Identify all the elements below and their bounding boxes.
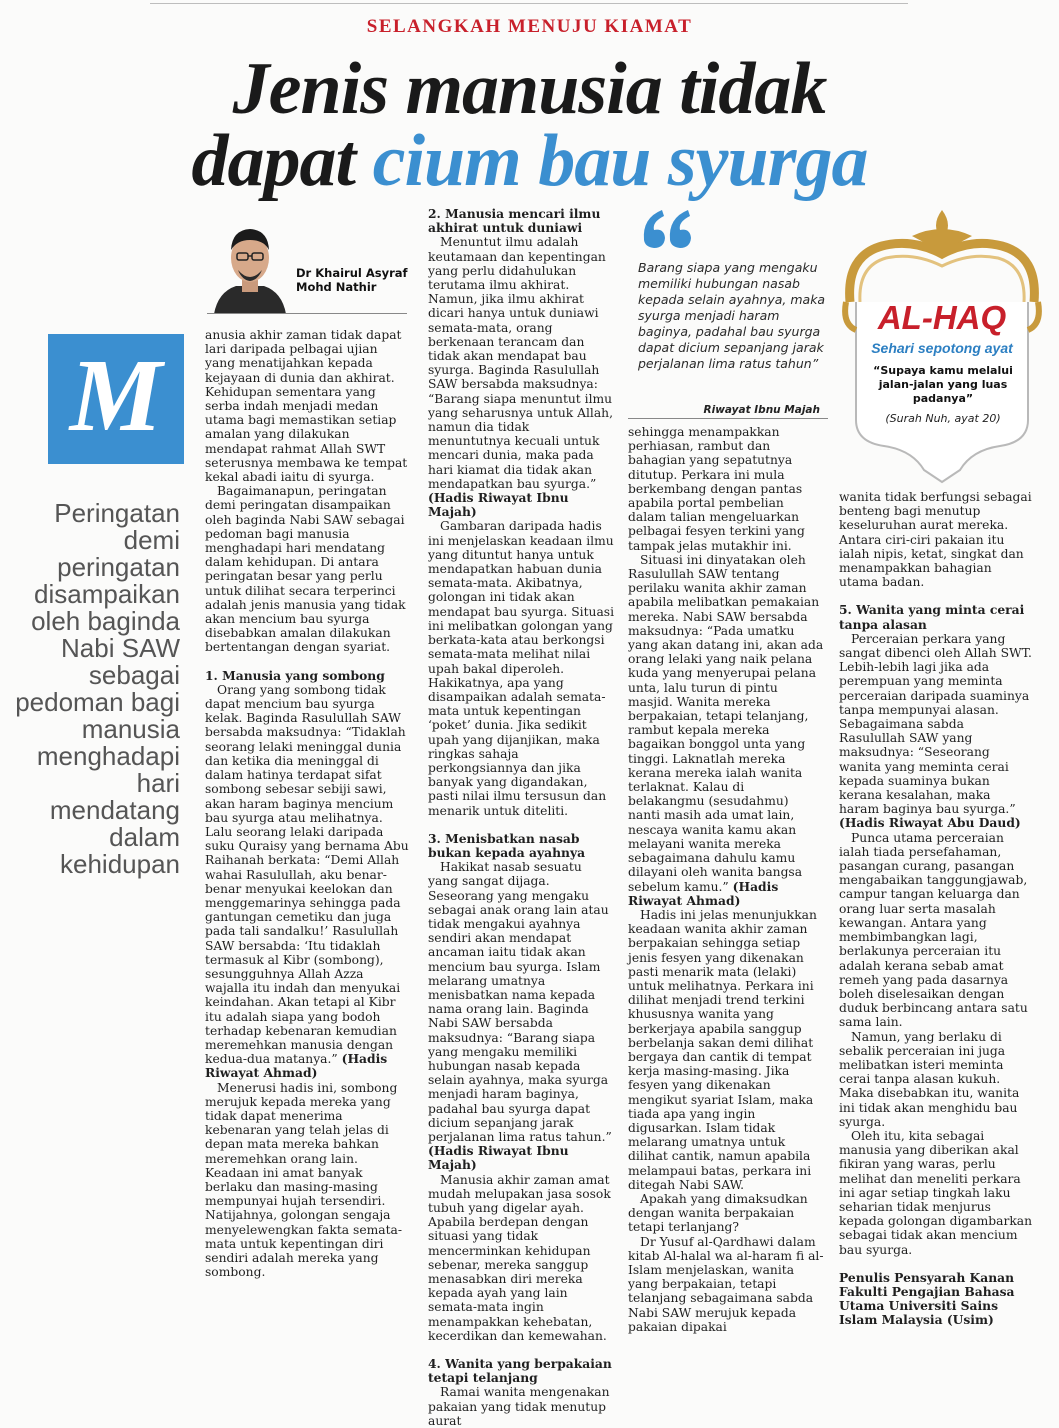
col2-paragraph: Manusia akhir zaman amat mudah melupakan jasa sosok tubuh yang digelar ayah. Apabila berdepan dengan situasi yang tidak mencerminkan kehidupan sebenar, mereka sanggup menasabkan diri mereka kepada ayah yang lain semata-mata ingin menampakkan kehebatan, kecerdikan dan kemewahan. <box>428 1172 611 1343</box>
col3-paragraph <box>628 553 824 908</box>
col3-paragraph: Hadis ini jelas menunjukkan keadaan wanita akhir zaman berpakaian sehingga setiap jenis fesyen yang dikenakan pasti menarik mata (lelaki) untuk melihatnya. Perkara ini dilihat menjadi trend terkini khususnya wanita yang berkerjaya apabila sanggup berbelanja sakan demi dilihat bergaya dan cantik di tempat kerja masing-masing. Jika fesyen yang dikenakan mengikut syariat Islam, maka tiada apa yang ingin digusarkan. Islam tidak melarang umatnya untuk dilihat cantik, namun apabila melampaui batas, perkara ini ditegah Nabi SAW. <box>628 907 817 1192</box>
headline-blue-part: cium bau syurga <box>372 120 868 202</box>
col1-quote-text: Orang yang sombong tidak dapat mencium bau syurga kelak. Baginda Rasulullah SAW bersabda maksudnya: “Tidaklah seorang lelaki meninggal dunia dan ketika dia meninggal di dalam hatinya terdapat sifat sombong sebesar sebiji sawi, akan haram baginya mencium bau syurga atau melihatnya. Lalu seorang lelaki daripada suku Quraisy yang bernama Abu Raihanah berkata: “Demi Allah wahai Rasulullah, aku benar-benar menyukai keelokan dan menggemarinya sehingga pada gantungan cemetiku dan juga pada tali sandalku!’ Rasulullah SAW bersabda: ‘Itu tidaklah termasuk al Kibr (sombong), sesungguhnya Allah Azza wajalla itu indah dan menyukai keindahan. Akan tetapi al Kibr itu adalah siapa yang bodoh terhadap kebenaran kemudian meremehkan manusia dengan kedua-dua matanya.” <box>205 682 409 1067</box>
badge-subtitle: Sehari sepotong ayat <box>871 340 1013 356</box>
col2-quote-text: Menuntut ilmu adalah keutamaan dan kepentingan yang perlu didahulukan terutama ilmu akhirat. Namun, jika ilmu akhirat dicari hanya untuk duniawi semata-mata, orang berkenaan terancam dan tidak akan mendapat bau syurga. Baginda Rasulullah SAW bersabda maksudnya: “Barang siapa menuntut ilmu yang seharusnya untuk Allah, namun dia tidak menuntutnya kecuali untuk mencari dunia, maka pada hari kiamat dia tidak akan mendapatkan bau syurga.” <box>428 235 613 491</box>
featured-quote-source: Riwayat Ibnu Majah <box>703 404 820 416</box>
col4-paragraph: Oleh itu, kita sebagai manusia yang diberikan akal fikiran yang waras, perlu melihat dan meneliti perkara ini agar setiap tingkah laku seharian tidak menjurus kepada golongan digambarkan sebagai tidak akan mencium bau syurga. <box>839 1128 1033 1257</box>
headline-line-1: Jenis manusia tidak <box>232 48 827 130</box>
quote-divider <box>628 418 828 419</box>
col1-paragraph: anusia akhir zaman tidak dapat lari daripada pelbagai ujian yang menatijahkan kepada kejayaan di dunia dan akhirat. Kehidupan sementara yang serba indah menjadi medan utama bagi memastikan setiap amalan yang dilakukan mendapat rahmat Allah SWT seterusnya membawa ke tempat kekal abadi iaitu di syurga. <box>205 328 408 485</box>
col2-hadith-ref: (Hadis Riwayat Ibnu Majah) <box>428 490 569 520</box>
badge-verse: “Supaya kamu melalui jalan-jalan yang luas padanya” <box>873 364 1013 405</box>
col2-paragraph: Ramai wanita mengenakan pakaian yang tidak menutup aurat <box>428 1385 610 1428</box>
col4-quote-text: Perceraian perkara yang sangat dibenci oleh Allah SWT. Lebih-lebih lagi jika ada perempuan yang meminta perceraian daripada suaminya tanpa mempunyai alasan. Sebagaimana sabda Rasulullah SAW yang maksudnya: “Seseorang wanita yang meminta cerai kepada suaminya bukan kerana kesalahan, maka haram baginya bau syurga.” <box>839 631 1032 817</box>
col3-paragraph: Apakah yang dimaksudkan dengan wanita berpakaian tetapi terlanjang? <box>628 1191 808 1235</box>
drop-cap: M <box>48 334 184 464</box>
column-4 <box>839 490 1033 1328</box>
column-2 <box>428 207 614 1428</box>
col1-paragraph <box>205 683 411 1081</box>
author-name <box>296 266 408 294</box>
badge-reference: (Surah Nuh, ayat 20) <box>885 412 1001 425</box>
col4-subheading-5: 5. Wanita yang minta cerai tanpa alasan <box>839 602 1025 632</box>
column-1 <box>205 328 411 1279</box>
col1-paragraph: Menerusi hadis ini, sombong merujuk kepada mereka yang tidak dapat menerima kebenaran yang telah jelas di depan mata mereka bahkan meremehkan orang lain. Keadaan ini amat banyak berlaku dan masing-masing mempunyai hujah tersendiri. Natijahnya, golongan sengaja menyelewengkan fakta semata-mata untuk kepentingan diri sendiri adalah mereka yang sombong. <box>205 1080 403 1280</box>
col3-paragraph: sehingga menampakkan perhiasan, rambut dan bahagian yang sepatutnya ditutup. Perkara ini mula berkembang dengan pantas apabila portal pembelian dalam talian mengeluarkan pelbagai fesyen terkini yang tampak jelas mutakhir ini. <box>628 425 805 553</box>
col2-subheading-3: 3. Menisbatkan nasab bukan kepada ayahnya <box>428 830 586 860</box>
author-name-line-1: Dr Khairul Asyraf <box>296 266 408 280</box>
col3-hadith-ref: (Hadis Riwayat Ahmad) <box>628 878 779 908</box>
pull-quote: Peringatan demi peringatan disampaikan oleh baginda Nabi SAW sebagai pedoman bagi manusia menghadapi hari mendatang dalam kehidupan <box>15 498 180 879</box>
col4-paragraph: Punca utama perceraian ialah tiada persefahaman, pasangan curang, pasangan mengabaikan tanggungjawab, campur tangan keluarga dan orang luar serta masalah kewangan. Antara yang membimbangkan lagi, berlakunya perceraian itu adalah kerana sebab amat remeh yang pada dasarnya boleh diselesaikan dengan duduk berbincang antara satu sama lain. <box>839 830 1028 1030</box>
author-bio: Penulis Pensyarah Kanan Fakulti Pengajian Bahasa Utama Universiti Sains Islam Malaysia (Usim) <box>839 1269 1015 1328</box>
quote-mark-icon <box>638 200 698 252</box>
col1-hadith-ref: (Hadis Riwayat Ahmad) <box>205 1051 388 1081</box>
top-rule <box>150 3 908 4</box>
col4-paragraph <box>839 632 1033 831</box>
col1-subheading-1: 1. Manusia yang sombong <box>205 667 385 683</box>
badge-title: AL-HAQ <box>877 299 1007 336</box>
headline-line-2 <box>0 120 1059 202</box>
col4-hadith-ref: (Hadis Riwayat Abu Daud) <box>839 815 1021 831</box>
headline-dark-part: dapat <box>191 120 356 202</box>
col2-paragraph <box>428 235 614 519</box>
author-divider <box>207 313 407 314</box>
col2-subheading-2: 2. Manusia mencari ilmu akhirat untuk duniawi <box>428 206 601 236</box>
column-3 <box>628 425 824 1334</box>
col3-quote-text: Situasi ini dinyatakan oleh Rasulullah SAW tentang perilaku wanita akhir zaman apabila melibatkan pemakaian mereka. Nabi SAW bersabda maksudnya: “Pada umatku yang akan datang ini, akan ada orang lelaki yang naik pelana kuda yang menyerupai pelana unta, lalu turun di pintu masjid. Wanita mereka berpakaian, tetapi telanjang, rambut kepala mereka bagaikan bonggol unta yang tinggi. Laknatlah mereka kerana mereka ialah wanita terlaknat. Kalau di belakangmu (sesudahmu) nanti masih ada umat lain, nescaya wanita kamu akan melayani wanita mereka sebagaimana dahulu kamu dilayani oleh wanita bangsa sebelum kamu.” <box>628 552 824 894</box>
section-kicker: SELANGKAH MENUJU KIAMAT <box>366 16 693 37</box>
author-name-line-2: Mohd Nathir <box>296 280 377 294</box>
col2-subheading-4: 4. Wanita yang berpakaian tetapi telanjang <box>428 1356 612 1386</box>
col2-hadith-ref: (Hadis Riwayat Ibnu Majah) <box>428 1143 569 1173</box>
col1-paragraph: Bagaimanapun, peringatan demi peringatan disampaikan oleh baginda Nabi SAW sebagai pedoman bagi manusia menghadapi hari mendatang dalam kehidupan. Di antara peringatan besar yang perlu untuk dilihat secara terperinci adalah jenis manusia yang tidak akan mencium bau syurga disebabkan amalan dilakukan bertentangan dengan syariat. <box>205 484 406 655</box>
col2-quote-text: Hakikat nasab sesuatu yang sangat dijaga. Seseorang yang mengaku sebagai anak orang lain atau tidak mengakui ayahnya sendiri akan mendapat ancaman iaitu tidak akan mencium bau syurga. Islam melarang umatnya menisbatkan nama kepada nama orang lain. Baginda Nabi SAW bersabda maksudnya: “Barang siapa yang mengaku memiliki hubungan nasab kepada selain ayahnya, maka syurga menjadi haram baginya, padahal bau syurga dapat dicium sepanjang jarak perjalanan lima ratus tahun.” <box>428 860 612 1144</box>
featured-quote: Barang siapa yang mengaku memiliki hubungan nasab kepada selain ayahnya, maka syurga menjadi haram baginya, padahal bau syurga dapat dicium sepanjang jarak perjalanan lima ratus tahun” <box>638 260 826 371</box>
col2-paragraph <box>428 860 614 1172</box>
col3-paragraph: Dr Yusuf al-Qardhawi dalam kitab Al-halal wa al-haram fi al-Islam menjelaskan, wanita yang berpakaian, tetapi telanjang sebagaimana sabda Nabi SAW merujuk kepada pakaian dipakai <box>628 1234 824 1334</box>
col2-paragraph: Gambaran daripada hadis ini menjelaskan keadaan ilmu yang dituntut hanya untuk mendapatkan habuan dunia semata-mata. Akibatnya, golongan ini tidak akan mendapat bau syurga. Situasi ini melibatkan golongan yang berkata-kata atau berkongsi semata-mata melihat nilai upah bakal diperoleh. Hakikatnya, apa yang disampaikan adalah semata-mata untuk kepentingan ‘poket’ dunia. Jika sedikit upah yang dijanjikan, maka ringkas sahaja perkongsiannya dan jika banyak yang digandakan, pasti nilai ilmu tersusun dan menarik untuk diteliti. <box>428 519 615 818</box>
col4-paragraph: wanita tidak berfungsi sebagai benteng bagi menutup keseluruhan aurat mereka. Antara ciri-ciri pakaian itu ialah nipis, ketat, singkat dan menampakkan bahagian utama badan. <box>839 490 1032 590</box>
col4-paragraph: Namun, yang berlaku di sebalik perceraian ini juga melibatkan isteri meminta cerai tanpa alasan kukuh. Maka disebabkan itu, wanita ini tidak akan menghidu bau syurga. <box>839 1029 1020 1129</box>
author-portrait <box>210 214 290 314</box>
